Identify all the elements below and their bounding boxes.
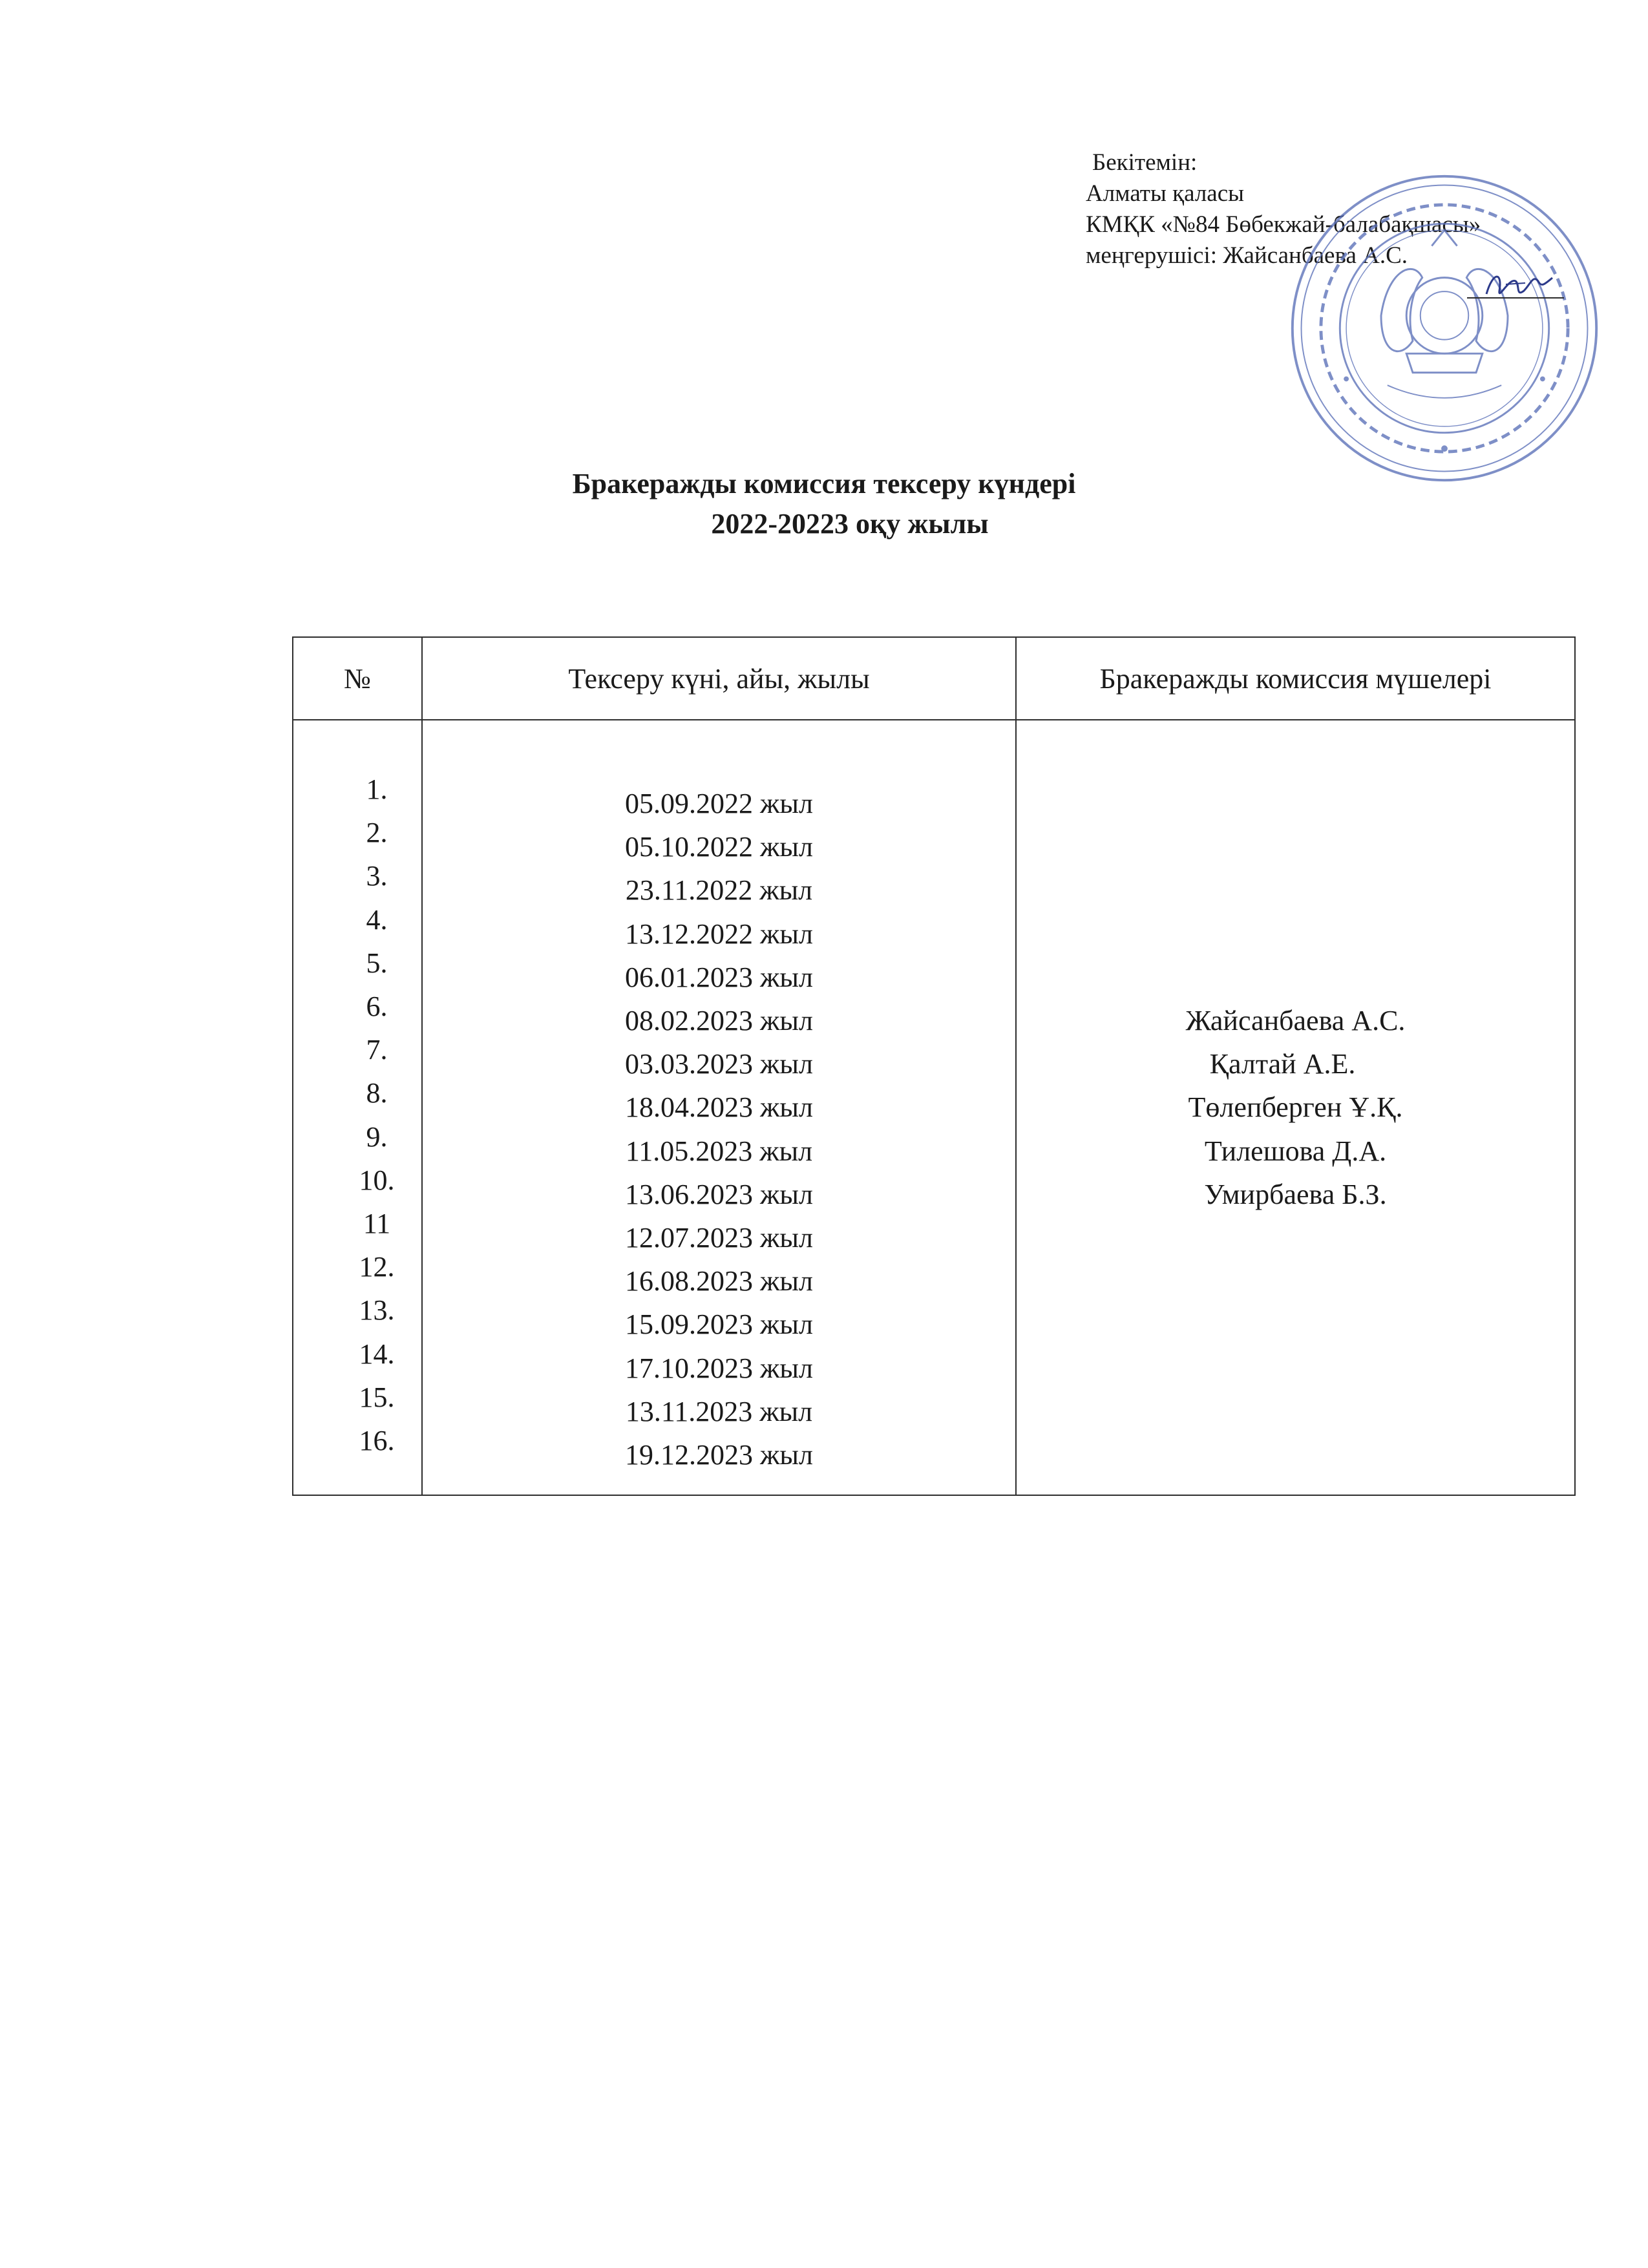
row-number: 13. [359, 1294, 395, 1327]
approval-head: меңгерушісі: Жайсанбаева А.С. [1086, 242, 1408, 269]
inspection-date: 05.09.2022 жыл [625, 788, 813, 819]
inspection-date: 13.12.2022 жыл [625, 918, 813, 950]
inspection-date: 18.04.2023 жыл [625, 1091, 813, 1124]
subtitle-line: 2022-20223 оқу жылы [711, 508, 989, 540]
signature-icon [1480, 265, 1558, 310]
commission-member: Умирбаева Б.З. [1204, 1178, 1387, 1210]
inspection-date: 16.08.2023 жыл [625, 1265, 813, 1297]
inspection-date: 13.11.2023 жыл [625, 1395, 813, 1427]
inspection-date: 13.06.2023 жыл [625, 1178, 813, 1210]
row-number: 8. [366, 1077, 388, 1109]
inspection-date: 12.07.2023 жыл [625, 1222, 813, 1254]
commission-member: Жайсанбаева А.С. [1185, 1005, 1406, 1036]
approval-organization: КМҚК «№84 Бөбекжай-балабақшасы» [1086, 211, 1481, 238]
row-number: 1. [366, 773, 388, 805]
commission-member: Қалтай А.Е. [1209, 1048, 1356, 1080]
row-number: 10. [359, 1164, 395, 1196]
signature-line [1467, 297, 1564, 299]
inspection-date: 17.10.2023 жыл [625, 1352, 813, 1384]
table-header-row [293, 637, 1575, 720]
inspection-date: 11.05.2023 жыл [625, 1135, 813, 1167]
inspection-date: 05.10.2022 жыл [625, 831, 813, 863]
row-number: 16. [359, 1425, 395, 1457]
row-number: 5. [366, 947, 388, 979]
row-number: 3. [366, 860, 388, 892]
row-number: 6. [366, 991, 388, 1023]
header-date: Тексеру күні, айы, жылы [422, 637, 1016, 720]
header-number: № [293, 637, 422, 720]
dates-cell [422, 720, 1016, 1495]
schedule-table [292, 636, 1576, 1496]
inspection-date: 08.02.2023 жыл [625, 1005, 813, 1037]
members-cell [1016, 720, 1575, 1495]
row-number: 12. [359, 1251, 395, 1283]
row-number: 7. [366, 1034, 388, 1066]
row-number: 2. [366, 817, 388, 849]
inspection-date: 19.12.2023 жыл [625, 1439, 813, 1471]
row-number: 4. [366, 903, 388, 936]
header-members: Бракеражды комиссия мүшелері [1016, 637, 1575, 720]
approval-heading: Бекітемін: [1092, 149, 1198, 176]
numbers-cell [293, 720, 422, 1495]
inspection-date: 15.09.2023 жыл [625, 1308, 813, 1341]
approval-city: Алматы қаласы [1086, 180, 1244, 207]
row-number: 9. [366, 1120, 388, 1153]
commission-member: Тилешова Д.А. [1204, 1135, 1387, 1167]
row-number: 11 [363, 1208, 391, 1240]
inspection-date: 23.11.2022 жыл [625, 874, 813, 907]
row-number: 15. [359, 1381, 395, 1413]
round-seal-stamp-icon [1286, 167, 1603, 490]
page-title [0, 464, 1648, 544]
inspection-date: 03.03.2023 жыл [625, 1048, 813, 1080]
title-line: Бракеражды комиссия тексеру күндері [572, 468, 1076, 499]
inspection-date: 06.01.2023 жыл [625, 961, 813, 993]
row-number: 14. [359, 1338, 395, 1370]
table-row [293, 720, 1575, 1495]
commission-member: Төлепберген Ұ.Қ. [1188, 1091, 1403, 1124]
